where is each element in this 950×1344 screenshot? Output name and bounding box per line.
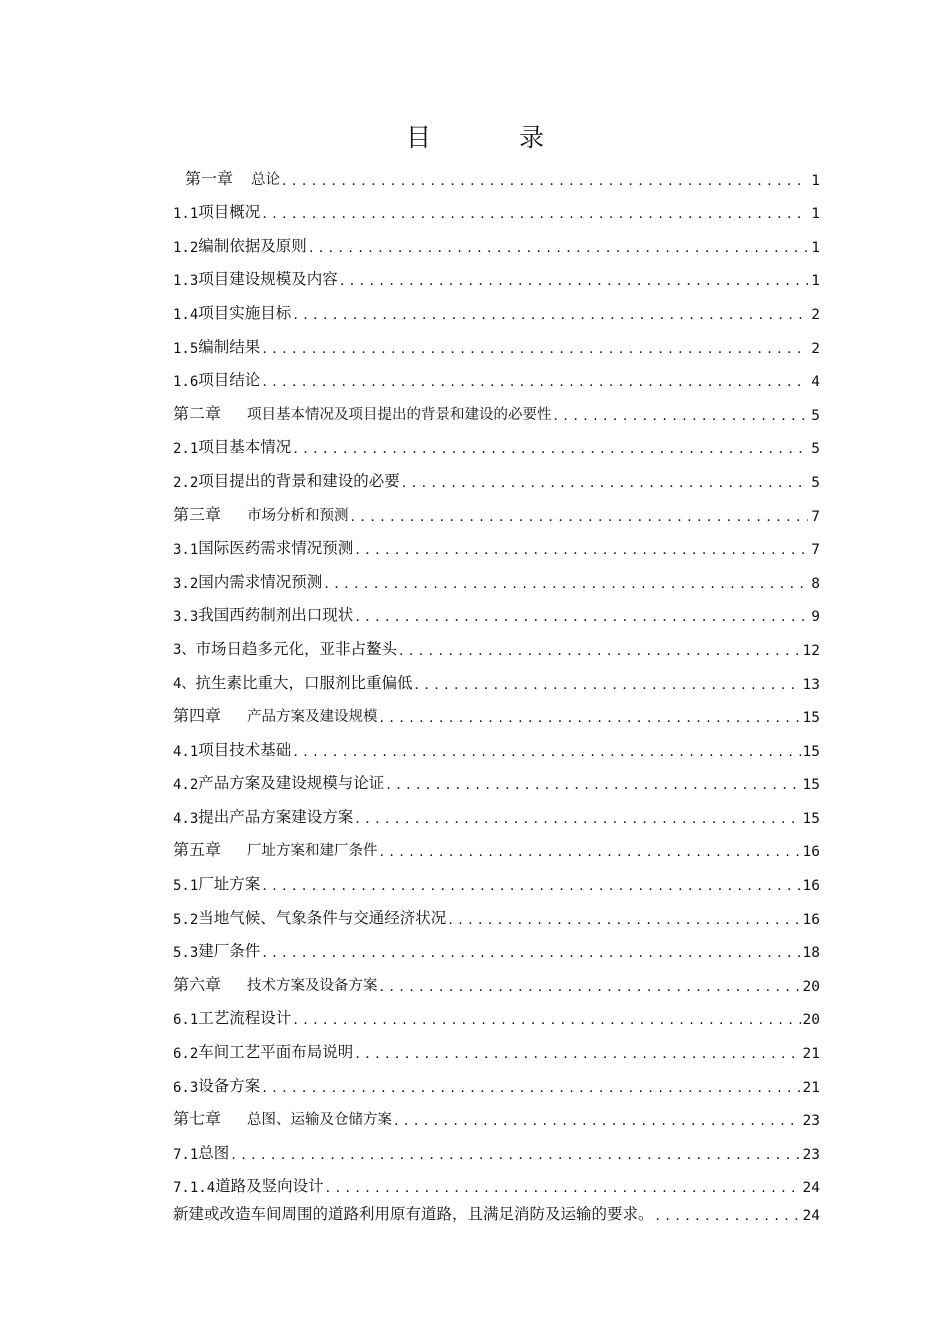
toc-entry[interactable]	[173, 1129, 820, 1163]
toc-entry-number: 第五章	[173, 840, 222, 860]
toc-entry[interactable]	[173, 1163, 820, 1197]
toc-entry[interactable]	[173, 1096, 820, 1130]
toc-entry-title: 项目提出的背景和建设的必要	[198, 471, 400, 490]
toc-entry-title: 当地气候、气象条件与交通经济状况	[198, 908, 447, 927]
toc-entry[interactable]	[173, 860, 820, 894]
toc-page-number: 21	[802, 1046, 820, 1063]
toc-leader-dots	[380, 845, 801, 861]
toc-leader-dots	[355, 1047, 800, 1063]
toc-entry-number: 2.1	[173, 441, 199, 458]
toc-leader-dots	[394, 1114, 801, 1130]
toc-leader-dots	[282, 173, 808, 189]
toc-entry[interactable]	[173, 726, 820, 760]
toc-entry-title: 技术方案及设备方案	[247, 977, 378, 994]
toc-entry-title: 工艺流程设计	[198, 1009, 292, 1028]
toc-entry-title: 市场日趋多元化，亚非占鳌头	[195, 639, 397, 658]
toc-entry-title: 编制依据及原则	[198, 236, 307, 255]
toc-entry-title: 市场分析和预测	[247, 507, 349, 524]
toc-page-number: 9	[811, 609, 820, 626]
toc-page-number: 13	[802, 676, 820, 693]
toc-leader-dots	[262, 207, 808, 223]
toc-entry[interactable]	[173, 357, 820, 391]
toc-entry-number: 5.1	[173, 878, 199, 895]
toc-entry[interactable]	[173, 289, 820, 323]
toc-leader-dots	[656, 1209, 801, 1225]
toc-entry-number: 第二章	[173, 403, 222, 423]
toc-entry[interactable]	[173, 592, 820, 626]
toc-entry-number: 第六章	[173, 974, 222, 994]
toc-entry-number: 3.2	[173, 575, 199, 592]
toc-entry-title: 车间工艺平面布局说明	[198, 1043, 354, 1062]
toc-entry[interactable]	[173, 827, 820, 861]
toc-leader-dots	[262, 879, 800, 895]
toc-entry[interactable]	[173, 928, 820, 962]
toc-entry-title: 国内需求情况预测	[198, 572, 323, 591]
toc-entry-number: 6.3	[173, 1079, 199, 1096]
toc-entry[interactable]	[173, 760, 820, 794]
toc-leader-dots	[355, 811, 800, 827]
toc-entry-number: 5.3	[173, 945, 199, 962]
toc-entry[interactable]	[173, 1196, 820, 1224]
toc-entry[interactable]	[173, 491, 820, 525]
toc-page-number: 4	[811, 374, 820, 391]
toc-entry-title: 项目技术基础	[198, 740, 292, 759]
toc-leader-dots	[309, 240, 808, 256]
toc-entry[interactable]	[173, 222, 820, 256]
toc-entry[interactable]	[173, 424, 820, 458]
toc-entry[interactable]	[173, 625, 820, 659]
toc-entry-title: 项目结论	[198, 371, 261, 390]
toc-entry-title: 道路及竖向设计	[215, 1177, 324, 1196]
toc-entry-number: 1.4	[173, 306, 199, 323]
toc-entry-title: 总图、运输及仓储方案	[247, 1112, 393, 1129]
toc-entry-number: 4.3	[173, 810, 199, 827]
toc-leader-dots	[380, 979, 801, 995]
toc-page-number: 5	[811, 474, 820, 491]
page-title: 目 录	[406, 123, 584, 152]
toc-leader-dots	[399, 643, 801, 659]
toc-leader-dots	[355, 610, 808, 626]
toc-leader-dots	[293, 1013, 800, 1029]
toc-entry-number: 5.2	[173, 911, 199, 928]
toc-entry-number: 4、	[173, 675, 196, 692]
toc-entry[interactable]	[173, 323, 820, 357]
toc-entry-number: 第一章	[185, 168, 234, 188]
toc-leader-dots	[386, 778, 800, 794]
toc-entry-number: 1.1	[173, 206, 199, 223]
toc-entry[interactable]	[173, 256, 820, 290]
toc-entry[interactable]	[173, 793, 820, 827]
toc-entry-number: 2.2	[173, 474, 199, 491]
toc-page-number: 1	[811, 206, 820, 223]
toc-entry-title: 国际医药需求情况预测	[198, 539, 354, 558]
toc-entry-title: 总图	[198, 1143, 230, 1162]
toc-entry[interactable]	[173, 525, 820, 559]
toc-entry-number: 1.3	[173, 273, 199, 290]
table-of-contents	[173, 155, 820, 1224]
toc-page-number: 1	[811, 172, 820, 189]
toc-page-number: 24	[802, 1180, 820, 1197]
toc-page-number: 1	[811, 273, 820, 290]
toc-page-number: 15	[802, 810, 820, 827]
toc-page-number: 8	[811, 575, 820, 592]
toc-page-number: 12	[802, 642, 820, 659]
toc-leader-dots	[262, 341, 808, 357]
toc-entry-title: 总论	[251, 171, 281, 188]
toc-leader-dots	[293, 442, 808, 458]
toc-entry[interactable]	[173, 189, 820, 223]
toc-page-number: 1	[811, 239, 820, 256]
toc-leader-dots	[355, 543, 808, 559]
toc-page-number: 24	[802, 1208, 820, 1225]
toc-leader-dots	[340, 274, 808, 290]
toc-entry-title: 设备方案	[198, 1076, 261, 1095]
toc-entry[interactable]	[173, 1062, 820, 1096]
toc-page-number: 16	[802, 911, 820, 928]
toc-page-number: 16	[802, 878, 820, 895]
toc-entry-title: 项目概况	[198, 203, 261, 222]
toc-page-number: 18	[802, 945, 820, 962]
toc-entry[interactable]	[173, 390, 820, 424]
toc-entry[interactable]	[173, 693, 820, 727]
toc-entry-title: 我国西药制剂出口现状	[198, 606, 354, 625]
toc-leader-dots	[554, 408, 808, 424]
toc-leader-dots	[293, 307, 808, 323]
toc-entry-number: 7.1	[173, 1146, 199, 1163]
toc-entry-title: 项目建设规模及内容	[198, 270, 338, 289]
toc-page-number: 23	[802, 1113, 820, 1130]
toc-page-number: 7	[811, 542, 820, 559]
toc-entry-title: 产品方案及建设规模与论证	[198, 774, 385, 793]
toc-leader-dots	[324, 576, 808, 592]
toc-entry-title: 建厂条件	[198, 942, 261, 961]
toc-entry-number: 第三章	[173, 504, 222, 524]
toc-page-number: 15	[802, 777, 820, 794]
toc-entry[interactable]	[173, 558, 820, 592]
toc-leader-dots	[351, 509, 808, 525]
toc-leader-dots	[262, 375, 808, 391]
toc-leader-dots	[262, 946, 800, 962]
toc-entry[interactable]	[173, 155, 820, 189]
toc-entry-number: 3.1	[173, 542, 199, 559]
toc-leader-dots	[448, 912, 800, 928]
toc-page-number: 20	[802, 978, 820, 995]
toc-entry-number: 第四章	[173, 706, 222, 726]
toc-leader-dots	[402, 475, 808, 491]
toc-leader-dots	[326, 1181, 801, 1197]
toc-leader-dots	[414, 677, 800, 693]
toc-page-number: 15	[802, 743, 820, 760]
toc-entry-number: 1.2	[173, 239, 199, 256]
toc-entry-number: 4.1	[173, 743, 199, 760]
toc-entry-title: 项目实施目标	[198, 303, 292, 322]
toc-page-number: 23	[802, 1146, 820, 1163]
toc-entry-number: 3、	[173, 641, 196, 658]
toc-page-number: 20	[802, 1012, 820, 1029]
toc-page-number: 5	[811, 407, 820, 424]
toc-entry[interactable]	[173, 457, 820, 491]
toc-page-number: 15	[802, 710, 820, 727]
toc-page-number: 21	[802, 1079, 820, 1096]
toc-entry-title: 厂址方案	[198, 875, 261, 894]
toc-entry-number: 4.2	[173, 777, 199, 794]
toc-page-number: 2	[811, 306, 820, 323]
toc-entry-title: 编制结果	[198, 337, 261, 356]
toc-leader-dots	[262, 1080, 800, 1096]
toc-entry-number: 7.1.4	[173, 1180, 216, 1197]
toc-entry-number: 6.1	[173, 1012, 199, 1029]
toc-entry-title: 新建或改造车间周围的道路利用原有道路，且满足消防及运输的要求。	[173, 1205, 654, 1224]
toc-leader-dots	[380, 711, 801, 727]
toc-leader-dots	[293, 744, 800, 760]
toc-page-number: 2	[811, 340, 820, 357]
toc-entry-title: 抗生素比重大，口服剂比重偏低	[195, 673, 413, 692]
toc-entry[interactable]	[173, 1028, 820, 1062]
toc-entry[interactable]	[173, 894, 820, 928]
toc-entry-number: 第七章	[173, 1109, 222, 1129]
toc-entry-title: 提出产品方案建设方案	[198, 807, 354, 826]
toc-entry[interactable]	[173, 961, 820, 995]
toc-entry-number: 1.6	[173, 374, 199, 391]
toc-entry-title: 项目基本情况	[198, 438, 292, 457]
toc-entry[interactable]	[173, 659, 820, 693]
toc-entry-title: 项目基本情况及项目提出的背景和建设的必要性	[247, 406, 552, 423]
toc-page-number: 7	[811, 508, 820, 525]
toc-entry-number: 6.2	[173, 1046, 199, 1063]
toc-leader-dots	[231, 1147, 800, 1163]
toc-page-number: 16	[802, 844, 820, 861]
toc-entry-number: 3.3	[173, 609, 199, 626]
toc-entry-title: 产品方案及建设规模	[247, 709, 378, 726]
toc-page-number: 5	[811, 441, 820, 458]
toc-entry[interactable]	[173, 995, 820, 1029]
toc-entry-title: 厂址方案和建厂条件	[247, 843, 378, 860]
toc-entry-number: 1.5	[173, 340, 199, 357]
